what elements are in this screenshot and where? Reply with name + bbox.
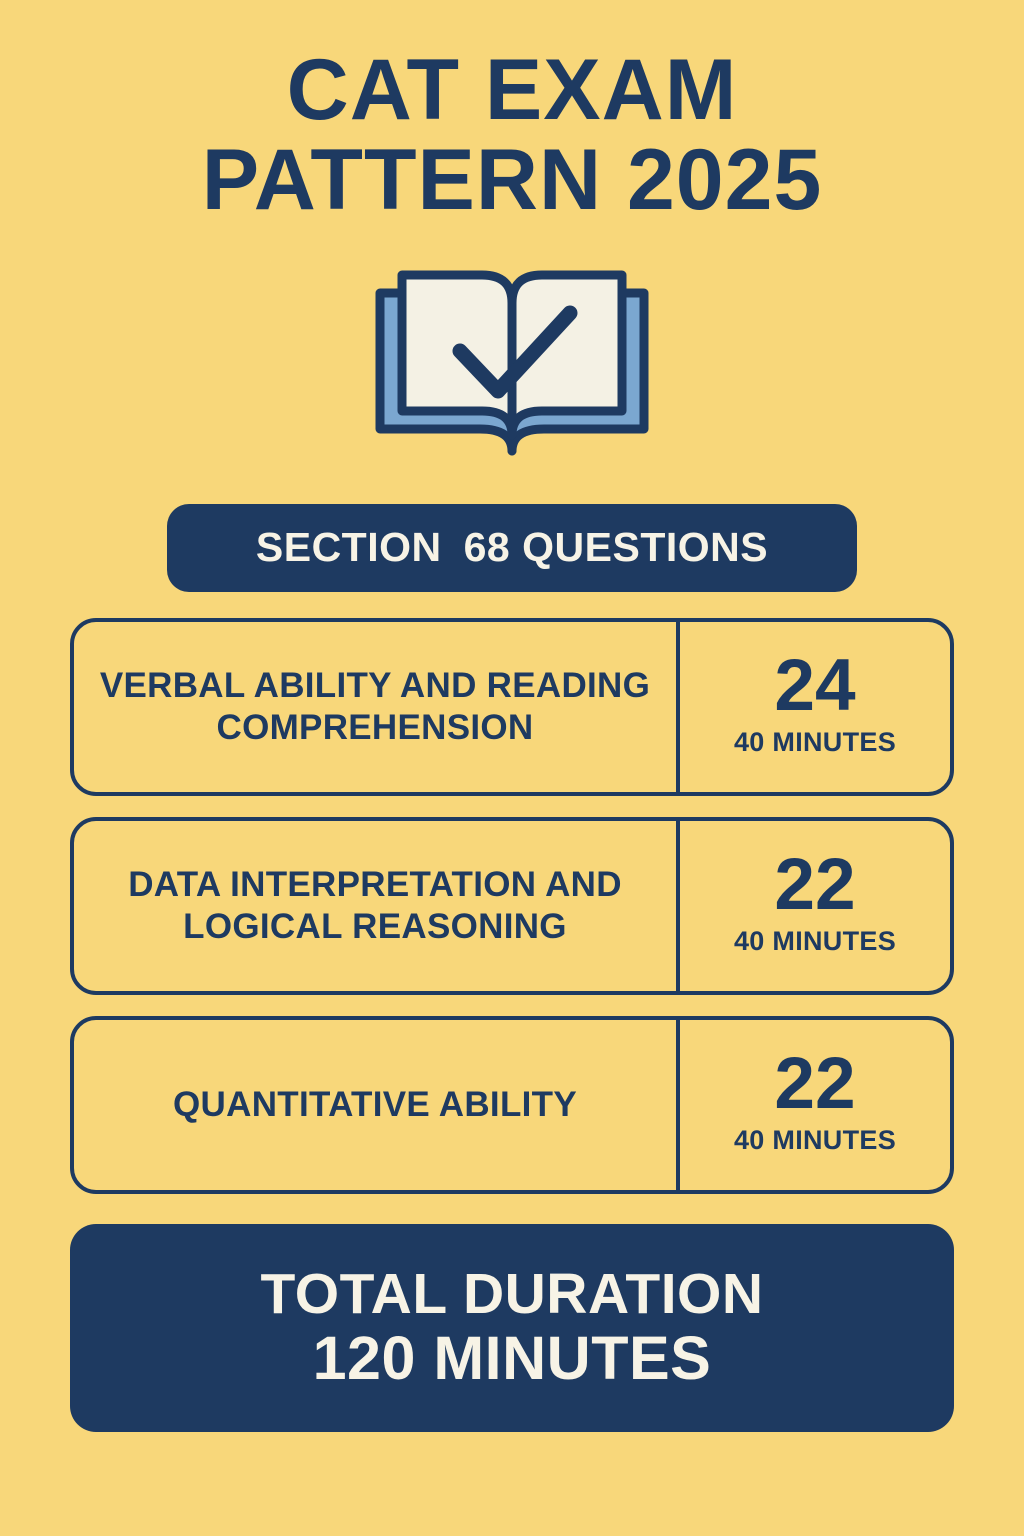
section-question-count: 24 <box>774 645 856 727</box>
open-book-with-checkmark-icon <box>362 255 662 470</box>
section-row <box>70 817 954 995</box>
section-name: DATA INTERPRETATION AND LOGICAL REASONING <box>128 865 622 946</box>
total-duration-value: 120 MINUTES <box>312 1324 712 1393</box>
section-duration: 40 MINUTES <box>733 1124 897 1155</box>
section-question-count: 22 <box>774 1043 856 1125</box>
title-line-2: PATTERN 2025 <box>201 132 823 229</box>
total-duration-banner <box>70 1224 954 1432</box>
section-name: VERBAL ABILITY AND READING COMPREHENSION <box>99 666 651 747</box>
title-line-1: CAT EXAM <box>286 42 738 138</box>
page-title <box>201 42 823 229</box>
section-name: QUANTITATIVE ABILITY <box>173 1084 577 1124</box>
section-header-pill <box>167 504 857 592</box>
section-row <box>70 618 954 796</box>
section-header-questions: 68 QUESTIONS <box>463 524 769 571</box>
section-list <box>70 618 954 1194</box>
section-header-label: SECTION <box>255 524 442 571</box>
section-question-count: 22 <box>774 844 856 926</box>
section-meta <box>680 1020 950 1190</box>
section-duration: 40 MINUTES <box>733 925 897 956</box>
section-duration: 40 MINUTES <box>733 726 897 757</box>
section-row <box>70 1016 954 1194</box>
total-duration-label: TOTAL DURATION <box>260 1261 764 1326</box>
section-meta <box>680 622 950 792</box>
section-meta <box>680 821 950 991</box>
